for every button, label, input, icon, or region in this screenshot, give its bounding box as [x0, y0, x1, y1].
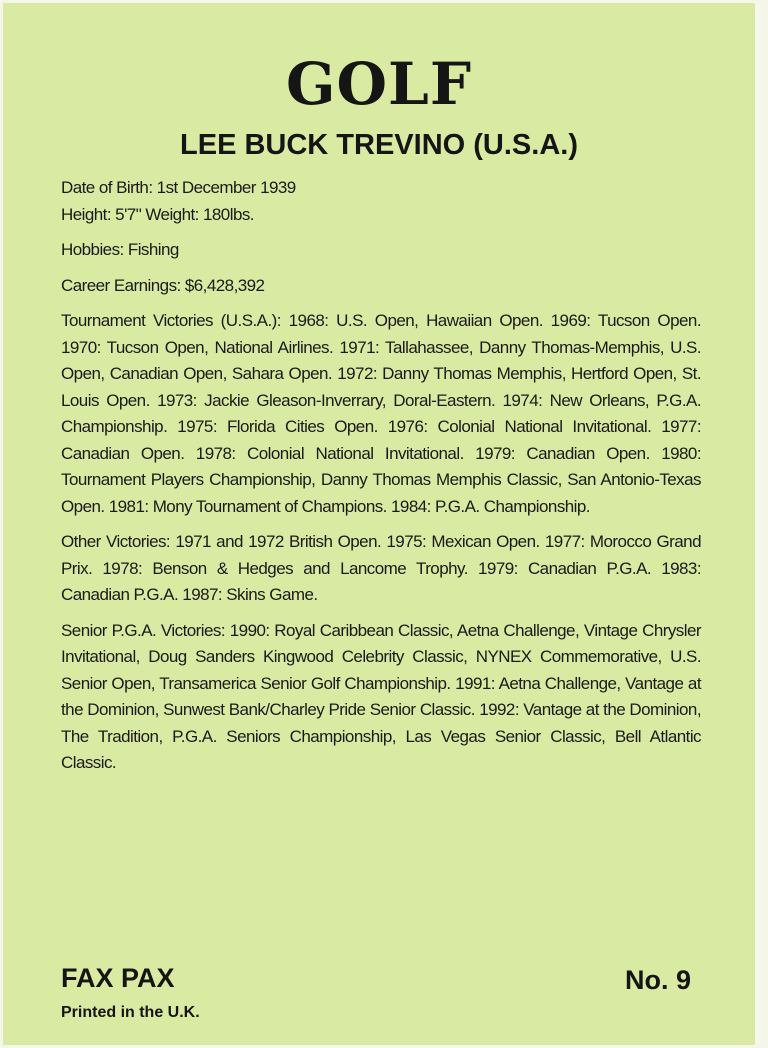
player-name: LEE BUCK TREVINO (U.S.A.) [180, 129, 578, 161]
other-victories: Other Victories: 1971 and 1972 British Open. 1975: Mexican Open. 1977: Morocco Grand Prix. 1978: Benson & Hedges and Lancome Trophy. 1979: Canadian P.G.A. 1983: Canadian P.G.A. 1987: Skins Game. [61, 532, 701, 604]
printed-in-note: Printed in the U.K. [61, 1004, 200, 1021]
date-of-birth: Date of Birth: 1st December 1939 [61, 178, 296, 197]
career-earnings: Career Earnings: $6,428,392 [61, 275, 265, 295]
trading-card-back [3, 3, 761, 1045]
card-number: No. 9 [624, 965, 691, 995]
height-weight: Height: 5'7" Weight: 180lbs. [61, 204, 254, 224]
tournament-victories: Tournament Victories (U.S.A.): 1968: U.S. Open, Hawaiian Open. 1969: Tucson Open. 1970: Tucson Open, National Airlines. 1971: Tallahassee, Danny Thomas-Memphis, U.S. Open, Canadian Open, Sahara Open. 1972: Danny Thomas Memphis, Hertford Open, St. Louis Open. 1973: Jackie Gleason-Inverrary, Doral-Eastern. 1974: New Orleans, P.G.A. Championship. 1975: Florida Cities Open. 1976: Colonial National Invitational. 1977: Canadian Open. 1978: Colonial National Invitational. 1979: Canadian Open. 1980: Tournament Players Championship, Danny Thomas Memphis Classic, San Antonio-Texas Open. 1981: Mony Tournament of Champions. 1984: P.G.A. Championship. [61, 311, 701, 516]
player-details [61, 175, 701, 786]
senior-victories: Senior P.G.A. Victories: 1990: Royal Caribbean Classic, Aetna Challenge, Vintage Chrysler Invitational, Doug Sanders Kingwood Celebrity Classic, NYNEX Commemorative, U.S. Senior Open, Transamerica Senior Golf Championship. 1991: Aetna Challenge, Vantage at the Dominion, Sunwest Bank/Charley Pride Senior Classic. 1992: Vantage at the Dominion, The Tradition, P.G.A. Seniors Championship, Las Vegas Senior Classic, Bell Atlantic Classic. [61, 620, 701, 772]
hobbies: Hobbies: Fishing [61, 240, 179, 259]
brand-name: FAX PAX [61, 963, 175, 993]
sport-title: GOLF [285, 50, 472, 118]
